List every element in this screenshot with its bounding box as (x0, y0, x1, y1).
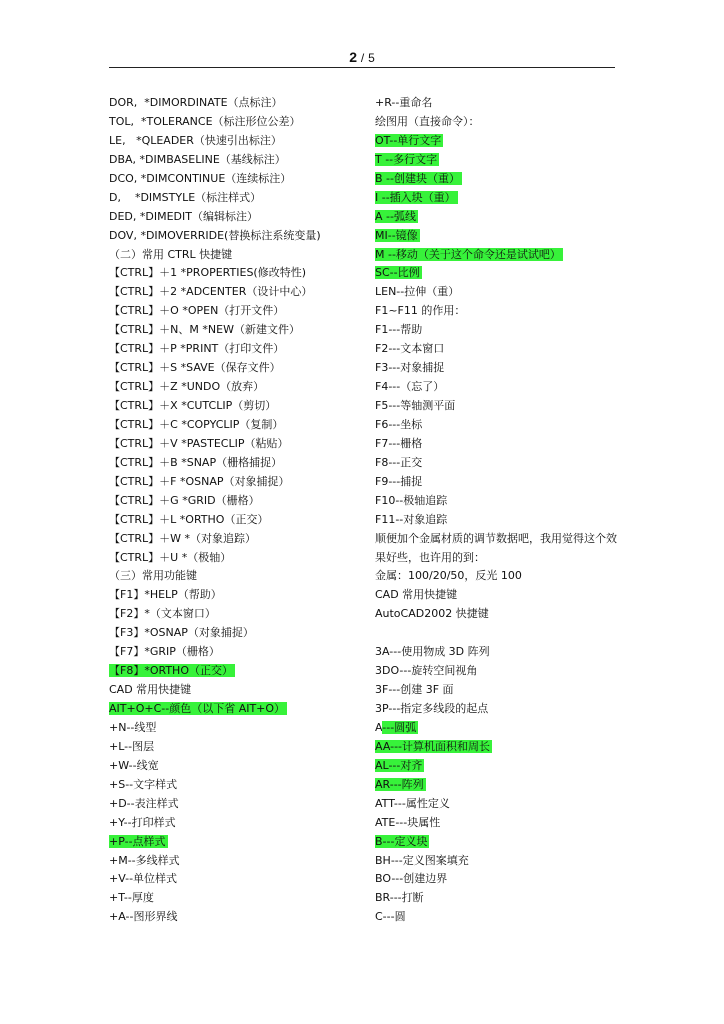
highlighted-text: MI--镜像 (375, 228, 418, 242)
line-text: CAD 常用快捷键 (109, 683, 192, 697)
line-text: 【CTRL】＋L *ORTHO（正交） (109, 512, 269, 526)
left-text-line (109, 889, 359, 908)
left-text-line (109, 757, 359, 776)
line-text: A (375, 720, 383, 734)
line-text: +T--厚度 (109, 891, 154, 905)
left-text-line (109, 264, 359, 283)
right-text-line (375, 870, 620, 889)
line-text: 【CTRL】＋2 *ADCENTER（设计中心） (109, 285, 313, 299)
highlighted-text: M --移动（关于这个命令还是试试吧） (375, 247, 561, 261)
line-text: +D--表注样式 (109, 796, 179, 810)
right-text-line (375, 378, 620, 397)
left-text-line (109, 605, 359, 624)
line-text: +V--单位样式 (109, 872, 178, 886)
line-text: DCO, *DIMCONTINUE（连续标注） (109, 171, 292, 185)
line-text: DOR, *DIMORDINATE（点标注） (109, 96, 283, 109)
line-text: F2---文本窗口 (375, 342, 445, 356)
right-text-line (375, 454, 620, 473)
line-text: 【F3】*OSNAP（对象捕捉） (109, 626, 254, 640)
line-text: C---圆 (375, 910, 406, 924)
highlighted-text: I --插入块（重） (375, 190, 456, 204)
line-text: F7---栅格 (375, 436, 423, 450)
right-text-line (375, 738, 620, 757)
line-text: 【CTRL】＋F *OSNAP（对象捕捉） (109, 474, 290, 488)
right-text-line (375, 833, 620, 852)
right-text-line (375, 624, 620, 643)
line-text: BH---定义图案填充 (375, 853, 469, 867)
line-text: +S--文字样式 (109, 777, 178, 791)
line-text: D, *DIMSTYLE（标注样式） (109, 190, 262, 204)
left-text-line (109, 132, 359, 151)
highlighted-text: AR---阵列 (375, 777, 424, 791)
right-text-line (375, 567, 620, 586)
left-text-line (109, 662, 359, 681)
line-text: 【CTRL】＋X *CUTCLIP（剪切） (109, 399, 277, 412)
left-text-line (109, 908, 359, 927)
line-text: F11--对象追踪 (375, 512, 448, 526)
left-text-line (109, 283, 359, 302)
right-text-line (375, 113, 620, 132)
line-text: TOL, *TOLERANCE（标注形位公差） (109, 114, 301, 128)
left-text-line (109, 302, 359, 321)
highlighted-text: ---圆弧 (382, 720, 417, 734)
left-text-line (109, 624, 359, 643)
line-text: F4---（忘了） (375, 380, 445, 394)
highlighted-text: B---定义块 (375, 834, 428, 848)
line-text: （三）常用功能键 (109, 569, 197, 583)
right-text-line (375, 435, 620, 454)
left-text-line (109, 378, 359, 397)
line-text: 【CTRL】＋N、M *NEW（新建文件） (109, 323, 300, 337)
line-text: 【CTRL】＋W *（对象追踪） (109, 531, 257, 545)
line-text: AutoCAD2002 快捷键 (375, 607, 489, 621)
line-text: F8---正交 (375, 455, 423, 469)
left-text-line (109, 776, 359, 795)
page-separator: / (360, 51, 365, 65)
left-text-line (109, 643, 359, 662)
right-text-line (375, 662, 620, 681)
right-text-line (375, 283, 620, 302)
line-text: +Y--打印样式 (109, 815, 176, 829)
header-rule (109, 67, 615, 68)
highlighted-text: +P--点样式 (109, 834, 166, 848)
left-text-line (109, 340, 359, 359)
right-text-line (375, 814, 620, 833)
line-text: LE, *QLEADER（快速引出标注） (109, 133, 282, 147)
right-text-line (375, 643, 620, 662)
right-text-line (375, 227, 620, 246)
line-text: 【F2】*（文本窗口） (109, 607, 216, 621)
right-text-line (375, 302, 620, 321)
line-text: 3F---创建 3F 面 (375, 683, 454, 697)
right-text-line (375, 719, 620, 738)
highlighted-text: B --创建块（重） (375, 171, 460, 185)
line-text: +A--图形界线 (109, 910, 178, 924)
left-text-line (109, 208, 359, 227)
line-text: DOV, *DIMOVERRIDE(替换标注系统变量) (109, 228, 321, 242)
left-text-line (109, 359, 359, 378)
line-text: +L--图层 (109, 739, 155, 753)
line-text: 【CTRL】＋U *（极轴） (109, 550, 232, 564)
left-text-line (109, 170, 359, 189)
right-text-line (375, 132, 620, 151)
highlighted-text: AL---对齐 (375, 758, 423, 772)
left-text-line (109, 454, 359, 473)
left-text-line (109, 189, 359, 208)
right-text-line (375, 511, 620, 530)
line-text: 【F1】*HELP（帮助） (109, 588, 222, 602)
left-text-line (109, 700, 359, 719)
right-text-line (375, 170, 620, 189)
left-text-line (109, 321, 359, 340)
highlighted-text: 【F8】*ORTHO（正交） (109, 664, 233, 678)
line-text: 【F7】*GRIP（栅格） (109, 645, 220, 659)
highlighted-text: OT--单行文字 (375, 133, 442, 147)
line-text: 3DO---旋转空间视角 (375, 664, 478, 678)
right-text-line (375, 189, 620, 208)
left-text-line (109, 397, 359, 416)
page-current: 2 (349, 49, 357, 65)
page-number-header (0, 49, 724, 66)
right-text-line (375, 530, 620, 568)
left-text-line (109, 567, 359, 586)
left-text-line (109, 586, 359, 605)
line-text: F1---帮助 (375, 323, 423, 337)
right-text-line (375, 605, 620, 624)
right-text-line (375, 473, 620, 492)
line-text: 【CTRL】＋P *PRINT（打印文件） (109, 342, 285, 356)
line-text: 3A---使用物成 3D 阵列 (375, 645, 490, 659)
left-text-line (109, 870, 359, 889)
line-text: 【CTRL】＋B *SNAP（栅格捕捉） (109, 455, 283, 469)
left-text-line (109, 738, 359, 757)
left-text-line (109, 814, 359, 833)
right-text-line (375, 208, 620, 227)
line-text: 【CTRL】＋O *OPEN（打开文件） (109, 304, 285, 318)
highlighted-text: A --弧线 (375, 209, 416, 223)
right-text-line (375, 889, 620, 908)
left-text-line (109, 833, 359, 852)
left-text-line (109, 681, 359, 700)
highlighted-text: AIT+O+C--颜色（以下省 AIT+O） (109, 702, 286, 715)
left-text-line (109, 852, 359, 871)
line-text: 3P---指定多线段的起点 (375, 702, 489, 716)
right-text-line (375, 700, 620, 719)
right-text-line (375, 776, 620, 795)
line-text: +R--重命名 (375, 96, 433, 109)
right-text-line (375, 359, 620, 378)
left-text-line (109, 94, 359, 113)
line-text: 绘图用（直接命令）： (375, 114, 480, 128)
right-text-line (375, 795, 620, 814)
right-text-line (375, 151, 620, 170)
right-text-line (375, 416, 620, 435)
right-text-line (375, 492, 620, 511)
line-text: +N--线型 (109, 720, 157, 734)
left-text-line (109, 151, 359, 170)
right-text-line (375, 757, 620, 776)
right-text-line (375, 397, 620, 416)
line-text: ATT---属性定义 (375, 796, 450, 810)
left-text-line (109, 113, 359, 132)
line-text: DBA, *DIMBASELINE（基线标注） (109, 152, 286, 166)
left-text-line (109, 246, 359, 265)
right-text-line (375, 908, 620, 927)
highlighted-text: T --多行文字 (375, 152, 438, 166)
line-text: F5---等轴测平面 (375, 399, 456, 412)
left-text-line (109, 416, 359, 435)
left-column (109, 94, 359, 927)
line-text: +W--线宽 (109, 758, 159, 772)
highlighted-text: AA---计算机面积和周长 (375, 739, 491, 753)
right-text-line (375, 340, 620, 359)
line-text: F3---对象捕捉 (375, 361, 445, 375)
line-text: F10--极轴追踪 (375, 493, 448, 507)
left-text-line (109, 511, 359, 530)
line-text: CAD 常用快捷键 (375, 588, 458, 602)
line-text: F9---捕捉 (375, 474, 423, 488)
left-text-line (109, 473, 359, 492)
line-text: F1~F11 的作用： (375, 304, 466, 318)
line-text: 金属：100/20/50，反光 100 (375, 569, 522, 583)
right-column (375, 94, 620, 927)
line-text: BR---打断 (375, 891, 424, 905)
highlighted-text: SC--比例 (375, 266, 420, 280)
line-text: 【CTRL】＋S *SAVE（保存文件） (109, 361, 281, 375)
line-text: 【CTRL】＋G *GRID（栅格） (109, 493, 260, 507)
line-text: 【CTRL】＋V *PASTECLIP（粘贴） (109, 436, 289, 450)
line-text: +M--多线样式 (109, 853, 180, 867)
line-text: 【CTRL】＋C *COPYCLIP（复制） (109, 417, 284, 431)
line-text: （二）常用 CTRL 快捷键 (109, 247, 233, 261)
left-text-line (109, 492, 359, 511)
left-text-line (109, 795, 359, 814)
line-text: DED, *DIMEDIT（编辑标注） (109, 209, 258, 223)
left-text-line (109, 227, 359, 246)
left-text-line (109, 549, 359, 568)
line-text: 【CTRL】＋Z *UNDO（放弃） (109, 380, 265, 394)
left-text-line (109, 530, 359, 549)
right-text-line (375, 681, 620, 700)
right-text-line (375, 246, 620, 265)
page-total: 5 (368, 51, 375, 65)
line-text: 【CTRL】＋1 *PROPERTIES(修改特性) (109, 266, 307, 280)
line-text: ATE---块属性 (375, 815, 441, 829)
line-text: F6---坐标 (375, 417, 423, 431)
right-text-line (375, 94, 620, 113)
left-text-line (109, 719, 359, 738)
right-text-line (375, 586, 620, 605)
right-text-line (375, 321, 620, 340)
right-text-line (375, 852, 620, 871)
line-text: BO---创建边界 (375, 872, 448, 886)
left-text-line (109, 435, 359, 454)
line-text: LEN--拉伸（重） (375, 285, 460, 299)
right-text-line (375, 264, 620, 283)
line-text: 顺便加个金属材质的调节数据吧，我用觉得这个效果好些，也许用的到： (375, 531, 617, 564)
